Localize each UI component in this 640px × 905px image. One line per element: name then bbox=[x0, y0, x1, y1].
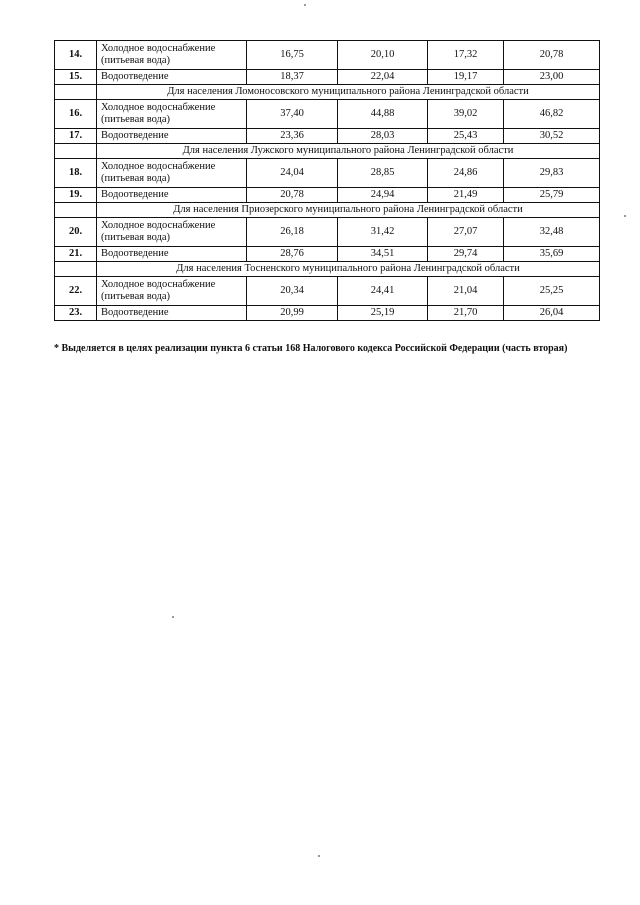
service-name: Холодное водоснабжение (питьевая вода) bbox=[97, 41, 247, 70]
tariff-table-body bbox=[55, 41, 600, 321]
row-number: 17. bbox=[55, 129, 97, 144]
tariff-value-2: 28,03 bbox=[338, 129, 428, 144]
tariff-value-4: 32,48 bbox=[504, 218, 600, 247]
tariff-value-1: 20,78 bbox=[247, 188, 338, 203]
tariff-value-1: 18,37 bbox=[247, 70, 338, 85]
tariff-value-3: 24,86 bbox=[428, 159, 504, 188]
footnote: * Выделяется в целях реализации пункта 6 статьи 168 Налогового кодекса Российской Федерации (часть вторая) bbox=[54, 343, 568, 354]
section-title: Для населения Приозерского муниципального района Ленинградской области bbox=[97, 203, 600, 218]
tariff-value-4: 35,69 bbox=[504, 247, 600, 262]
table-row bbox=[55, 70, 600, 85]
row-number: 15. bbox=[55, 70, 97, 85]
tariff-value-2: 34,51 bbox=[338, 247, 428, 262]
row-number: 16. bbox=[55, 100, 97, 129]
service-name: Холодное водоснабжение (питьевая вода) bbox=[97, 100, 247, 129]
tariff-value-3: 19,17 bbox=[428, 70, 504, 85]
tariff-value-2: 31,42 bbox=[338, 218, 428, 247]
tariff-value-1: 20,34 bbox=[247, 277, 338, 306]
tariff-value-4: 20,78 bbox=[504, 41, 600, 70]
section-empty-cell bbox=[55, 262, 97, 277]
tariff-value-2: 44,88 bbox=[338, 100, 428, 129]
table-row bbox=[55, 188, 600, 203]
tariff-value-2: 24,94 bbox=[338, 188, 428, 203]
tariff-value-3: 29,74 bbox=[428, 247, 504, 262]
section-title: Для населения Ломоносовского муниципального района Ленинградской области bbox=[97, 85, 600, 100]
service-name: Водоотведение bbox=[97, 188, 247, 203]
tariff-value-3: 21,70 bbox=[428, 306, 504, 321]
service-name: Холодное водоснабжение (питьевая вода) bbox=[97, 218, 247, 247]
tariff-value-3: 39,02 bbox=[428, 100, 504, 129]
tariff-value-1: 28,76 bbox=[247, 247, 338, 262]
tariff-value-2: 28,85 bbox=[338, 159, 428, 188]
table-row bbox=[55, 41, 600, 70]
scan-speck bbox=[172, 616, 174, 618]
scan-speck bbox=[318, 855, 320, 857]
service-name: Холодное водоснабжение (питьевая вода) bbox=[97, 277, 247, 306]
tariff-value-1: 20,99 bbox=[247, 306, 338, 321]
row-number: 18. bbox=[55, 159, 97, 188]
table-row bbox=[55, 159, 600, 188]
section-empty-cell bbox=[55, 144, 97, 159]
tariff-value-1: 24,04 bbox=[247, 159, 338, 188]
scan-speck bbox=[624, 215, 626, 217]
tariff-value-4: 46,82 bbox=[504, 100, 600, 129]
service-name: Водоотведение bbox=[97, 306, 247, 321]
tariff-value-3: 21,04 bbox=[428, 277, 504, 306]
tariff-value-1: 37,40 bbox=[247, 100, 338, 129]
tariff-value-4: 26,04 bbox=[504, 306, 600, 321]
section-title: Для населения Тосненского муниципального района Ленинградской области bbox=[97, 262, 600, 277]
row-number: 23. bbox=[55, 306, 97, 321]
tariff-value-4: 23,00 bbox=[504, 70, 600, 85]
service-name: Водоотведение bbox=[97, 247, 247, 262]
table-row bbox=[55, 277, 600, 306]
tariff-value-1: 16,75 bbox=[247, 41, 338, 70]
tariff-value-3: 27,07 bbox=[428, 218, 504, 247]
service-name: Водоотведение bbox=[97, 70, 247, 85]
section-row bbox=[55, 262, 600, 277]
tariff-table bbox=[54, 40, 600, 321]
tariff-value-2: 20,10 bbox=[338, 41, 428, 70]
row-number: 14. bbox=[55, 41, 97, 70]
tariff-value-1: 23,36 bbox=[247, 129, 338, 144]
tariff-value-4: 25,25 bbox=[504, 277, 600, 306]
tariff-value-3: 25,43 bbox=[428, 129, 504, 144]
section-empty-cell bbox=[55, 203, 97, 218]
section-title: Для населения Лужского муниципального района Ленинградской области bbox=[97, 144, 600, 159]
row-number: 22. bbox=[55, 277, 97, 306]
row-number: 21. bbox=[55, 247, 97, 262]
service-name: Водоотведение bbox=[97, 129, 247, 144]
tariff-value-1: 26,18 bbox=[247, 218, 338, 247]
tariff-value-3: 21,49 bbox=[428, 188, 504, 203]
service-name: Холодное водоснабжение (питьевая вода) bbox=[97, 159, 247, 188]
tariff-value-4: 30,52 bbox=[504, 129, 600, 144]
row-number: 20. bbox=[55, 218, 97, 247]
tariff-value-2: 22,04 bbox=[338, 70, 428, 85]
section-row bbox=[55, 144, 600, 159]
section-empty-cell bbox=[55, 85, 97, 100]
section-row bbox=[55, 85, 600, 100]
section-row bbox=[55, 203, 600, 218]
scan-speck bbox=[304, 4, 306, 6]
row-number: 19. bbox=[55, 188, 97, 203]
table-row bbox=[55, 218, 600, 247]
table-row bbox=[55, 306, 600, 321]
tariff-value-4: 29,83 bbox=[504, 159, 600, 188]
tariff-value-3: 17,32 bbox=[428, 41, 504, 70]
table-row bbox=[55, 247, 600, 262]
table-row bbox=[55, 129, 600, 144]
tariff-value-2: 25,19 bbox=[338, 306, 428, 321]
table-row bbox=[55, 100, 600, 129]
tariff-value-4: 25,79 bbox=[504, 188, 600, 203]
tariff-value-2: 24,41 bbox=[338, 277, 428, 306]
